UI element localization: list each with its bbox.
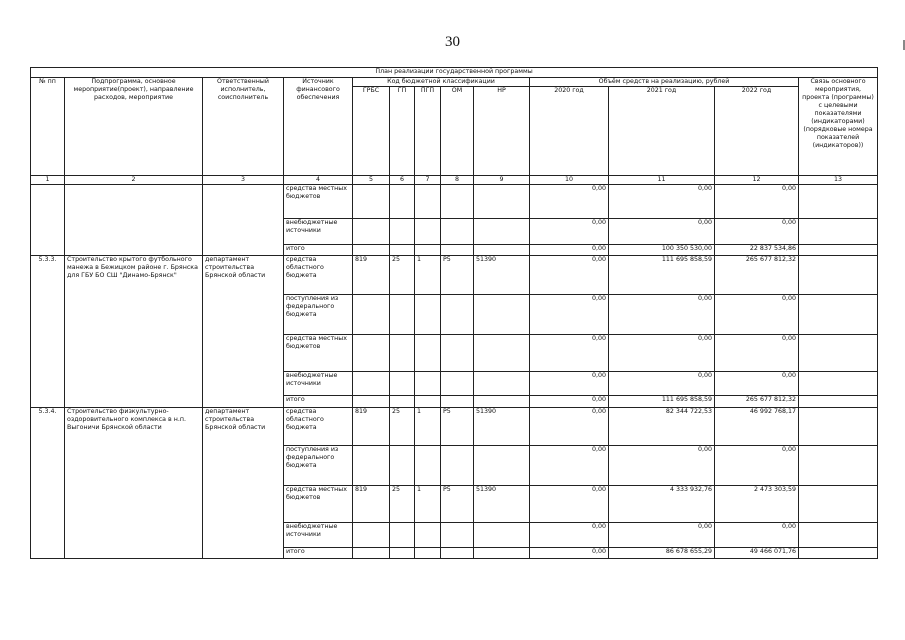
pgp-cell: 1 [415, 486, 441, 523]
indicator-link-cell [799, 245, 878, 256]
pgp-cell [415, 372, 441, 396]
value-2022-cell: 46 992 768,17 [715, 408, 799, 446]
header-source: Источник финансового обеспечения [284, 78, 353, 176]
value-2022-cell: 265 677 812,32 [715, 396, 799, 408]
grbs-cell [353, 372, 390, 396]
value-2020-cell: 0,00 [530, 335, 609, 372]
value-2021-cell: 0,00 [609, 446, 715, 486]
pgp-cell [415, 523, 441, 548]
indicator-link-cell [799, 523, 878, 548]
source-cell: поступления из федерального бюджета [284, 446, 353, 486]
gp-cell [390, 335, 415, 372]
value-2022-cell: 49 466 071,76 [715, 548, 799, 559]
indicator-link-cell [799, 219, 878, 245]
nr-cell [474, 523, 530, 548]
col-number: 7 [415, 176, 441, 185]
grbs-cell [353, 396, 390, 408]
gp-cell: 25 [390, 486, 415, 523]
source-cell: итого [284, 548, 353, 559]
header-budget-code: Код бюджетной классификации [353, 78, 530, 87]
om-cell [441, 295, 474, 335]
gp-cell [390, 295, 415, 335]
col-number: 8 [441, 176, 474, 185]
indicator-link-cell [799, 185, 878, 219]
value-2020-cell: 0,00 [530, 245, 609, 256]
value-2020-cell: 0,00 [530, 486, 609, 523]
col-number: 13 [799, 176, 878, 185]
gp-cell [390, 396, 415, 408]
om-cell: Р5 [441, 408, 474, 446]
header-responsible: Ответственный исполнитель, соисполнитель [203, 78, 284, 176]
grbs-cell [353, 295, 390, 335]
gp-cell [390, 372, 415, 396]
header-2021: 2021 год [609, 87, 715, 176]
col-number: 2 [65, 176, 203, 185]
responsible-cell: департамент строительства Брянской области [203, 408, 284, 559]
source-cell: средства областного бюджета [284, 408, 353, 446]
col-number: 1 [31, 176, 65, 185]
col-number: 4 [284, 176, 353, 185]
source-cell: внебюджетные источники [284, 523, 353, 548]
nr-cell [474, 295, 530, 335]
col-number: 3 [203, 176, 284, 185]
nr-cell [474, 372, 530, 396]
source-cell: итого [284, 245, 353, 256]
table-row [31, 256, 878, 295]
item-number-cell: 5.3.3. [31, 256, 65, 408]
col-number: 9 [474, 176, 530, 185]
source-cell: внебюджетные источники [284, 372, 353, 396]
source-cell: поступления из федерального бюджета [284, 295, 353, 335]
value-2021-cell: 0,00 [609, 335, 715, 372]
indicator-link-cell [799, 486, 878, 523]
gp-cell [390, 548, 415, 559]
om-cell [441, 548, 474, 559]
item-title-cell [65, 185, 203, 256]
gp-cell [390, 185, 415, 219]
pgp-cell [415, 446, 441, 486]
value-2020-cell: 0,00 [530, 408, 609, 446]
col-number: 6 [390, 176, 415, 185]
value-2020-cell: 0,00 [530, 446, 609, 486]
om-cell [441, 396, 474, 408]
source-cell: средства местных бюджетов [284, 185, 353, 219]
value-2021-cell: 86 678 655,29 [609, 548, 715, 559]
grbs-cell [353, 523, 390, 548]
header-grbs: ГРБС [353, 87, 390, 176]
nr-cell [474, 396, 530, 408]
pgp-cell: 1 [415, 408, 441, 446]
header-om: ОМ [441, 87, 474, 176]
value-2022-cell: 0,00 [715, 219, 799, 245]
header-num: № пп [31, 78, 65, 176]
nr-cell [474, 548, 530, 559]
gp-cell [390, 245, 415, 256]
pgp-cell [415, 396, 441, 408]
gp-cell: 25 [390, 408, 415, 446]
header-gp: ГП [390, 87, 415, 176]
grbs-cell [353, 335, 390, 372]
om-cell [441, 335, 474, 372]
om-cell [441, 372, 474, 396]
grbs-cell: 819 [353, 408, 390, 446]
nr-cell [474, 446, 530, 486]
value-2021-cell: 0,00 [609, 219, 715, 245]
pgp-cell [415, 245, 441, 256]
pgp-cell [415, 295, 441, 335]
source-cell: итого [284, 396, 353, 408]
nr-cell: 51390 [474, 486, 530, 523]
indicator-link-cell [799, 256, 878, 295]
item-number-cell: 5.3.4. [31, 408, 65, 559]
value-2021-cell: 4 333 932,76 [609, 486, 715, 523]
value-2020-cell: 0,00 [530, 396, 609, 408]
header-volume: Объём средств на реализацию, рублей [530, 78, 799, 87]
header-nr: НР [474, 87, 530, 176]
om-cell: Р5 [441, 486, 474, 523]
indicator-link-cell [799, 396, 878, 408]
value-2020-cell: 0,00 [530, 256, 609, 295]
header-2020: 2020 год [530, 87, 609, 176]
col-number: 11 [609, 176, 715, 185]
value-2021-cell: 0,00 [609, 372, 715, 396]
value-2021-cell: 0,00 [609, 523, 715, 548]
value-2020-cell: 0,00 [530, 548, 609, 559]
pgp-cell [415, 548, 441, 559]
responsible-cell [203, 185, 284, 256]
om-cell [441, 523, 474, 548]
indicator-link-cell [799, 548, 878, 559]
responsible-cell: департамент строительства Брянской области [203, 256, 284, 408]
table-caption: План реализации государственной программы [31, 68, 878, 78]
indicator-link-cell [799, 408, 878, 446]
value-2020-cell: 0,00 [530, 523, 609, 548]
value-2020-cell: 0,00 [530, 295, 609, 335]
value-2020-cell: 0,00 [530, 185, 609, 219]
pgp-cell [415, 185, 441, 219]
value-2021-cell: 100 350 530,00 [609, 245, 715, 256]
om-cell [441, 219, 474, 245]
table-row [31, 185, 878, 219]
value-2022-cell: 265 677 812,32 [715, 256, 799, 295]
gp-cell [390, 219, 415, 245]
value-2022-cell: 22 837 534,86 [715, 245, 799, 256]
col-number: 5 [353, 176, 390, 185]
value-2022-cell: 0,00 [715, 295, 799, 335]
value-2022-cell: 0,00 [715, 523, 799, 548]
grbs-cell: 819 [353, 256, 390, 295]
nr-cell [474, 245, 530, 256]
item-number-cell [31, 185, 65, 256]
om-cell [441, 245, 474, 256]
header-pgp: ПГП [415, 87, 441, 176]
program-plan-table [30, 67, 878, 559]
value-2021-cell: 111 695 858,59 [609, 396, 715, 408]
source-cell: средства местных бюджетов [284, 335, 353, 372]
column-numbers-row [31, 176, 878, 185]
pgp-cell: 1 [415, 256, 441, 295]
value-2020-cell: 0,00 [530, 372, 609, 396]
page-number: 30 [445, 34, 460, 50]
indicator-link-cell [799, 446, 878, 486]
om-cell [441, 446, 474, 486]
header-2022: 2022 год [715, 87, 799, 176]
value-2022-cell: 0,00 [715, 446, 799, 486]
grbs-cell [353, 446, 390, 486]
nr-cell: 51390 [474, 256, 530, 295]
om-cell: Р5 [441, 256, 474, 295]
indicator-link-cell [799, 372, 878, 396]
grbs-cell: 819 [353, 486, 390, 523]
pgp-cell [415, 219, 441, 245]
grbs-cell [353, 185, 390, 219]
om-cell [441, 185, 474, 219]
value-2020-cell: 0,00 [530, 219, 609, 245]
gp-cell [390, 523, 415, 548]
indicator-link-cell [799, 335, 878, 372]
pgp-cell [415, 335, 441, 372]
source-cell: средства местных бюджетов [284, 486, 353, 523]
source-cell: средства областного бюджета [284, 256, 353, 295]
header-link: Связь основного мероприятия, проекта (программы) с целевыми показателями (индикаторами) (порядковые номера показателей (индикаторов)) [799, 78, 878, 176]
grbs-cell [353, 245, 390, 256]
value-2021-cell: 0,00 [609, 185, 715, 219]
item-title-cell: Строительство физкультурно-оздоровительного комплекса в н.п. Выгоничи Брянской области [65, 408, 203, 559]
nr-cell: 51390 [474, 408, 530, 446]
gp-cell: 25 [390, 256, 415, 295]
value-2022-cell: 2 473 303,59 [715, 486, 799, 523]
value-2022-cell: 0,00 [715, 335, 799, 372]
gp-cell [390, 446, 415, 486]
indicator-link-cell [799, 295, 878, 335]
value-2021-cell: 111 695 858,59 [609, 256, 715, 295]
nr-cell [474, 335, 530, 372]
nr-cell [474, 219, 530, 245]
value-2022-cell: 0,00 [715, 185, 799, 219]
value-2021-cell: 82 344 722,53 [609, 408, 715, 446]
col-number: 10 [530, 176, 609, 185]
header-subprogram: Подпрограмма, основное мероприятие(проект), направление расходов, мероприятие [65, 78, 203, 176]
value-2022-cell: 0,00 [715, 372, 799, 396]
nr-cell [474, 185, 530, 219]
item-title-cell: Строительство крытого футбольного манежа в Бежицком районе г. Брянска для ГБУ БО СШ "Динамо-Брянск" [65, 256, 203, 408]
value-2021-cell: 0,00 [609, 295, 715, 335]
grbs-cell [353, 548, 390, 559]
grbs-cell [353, 219, 390, 245]
col-number: 12 [715, 176, 799, 185]
source-cell: внебюджетные источники [284, 219, 353, 245]
table-row [31, 408, 878, 446]
